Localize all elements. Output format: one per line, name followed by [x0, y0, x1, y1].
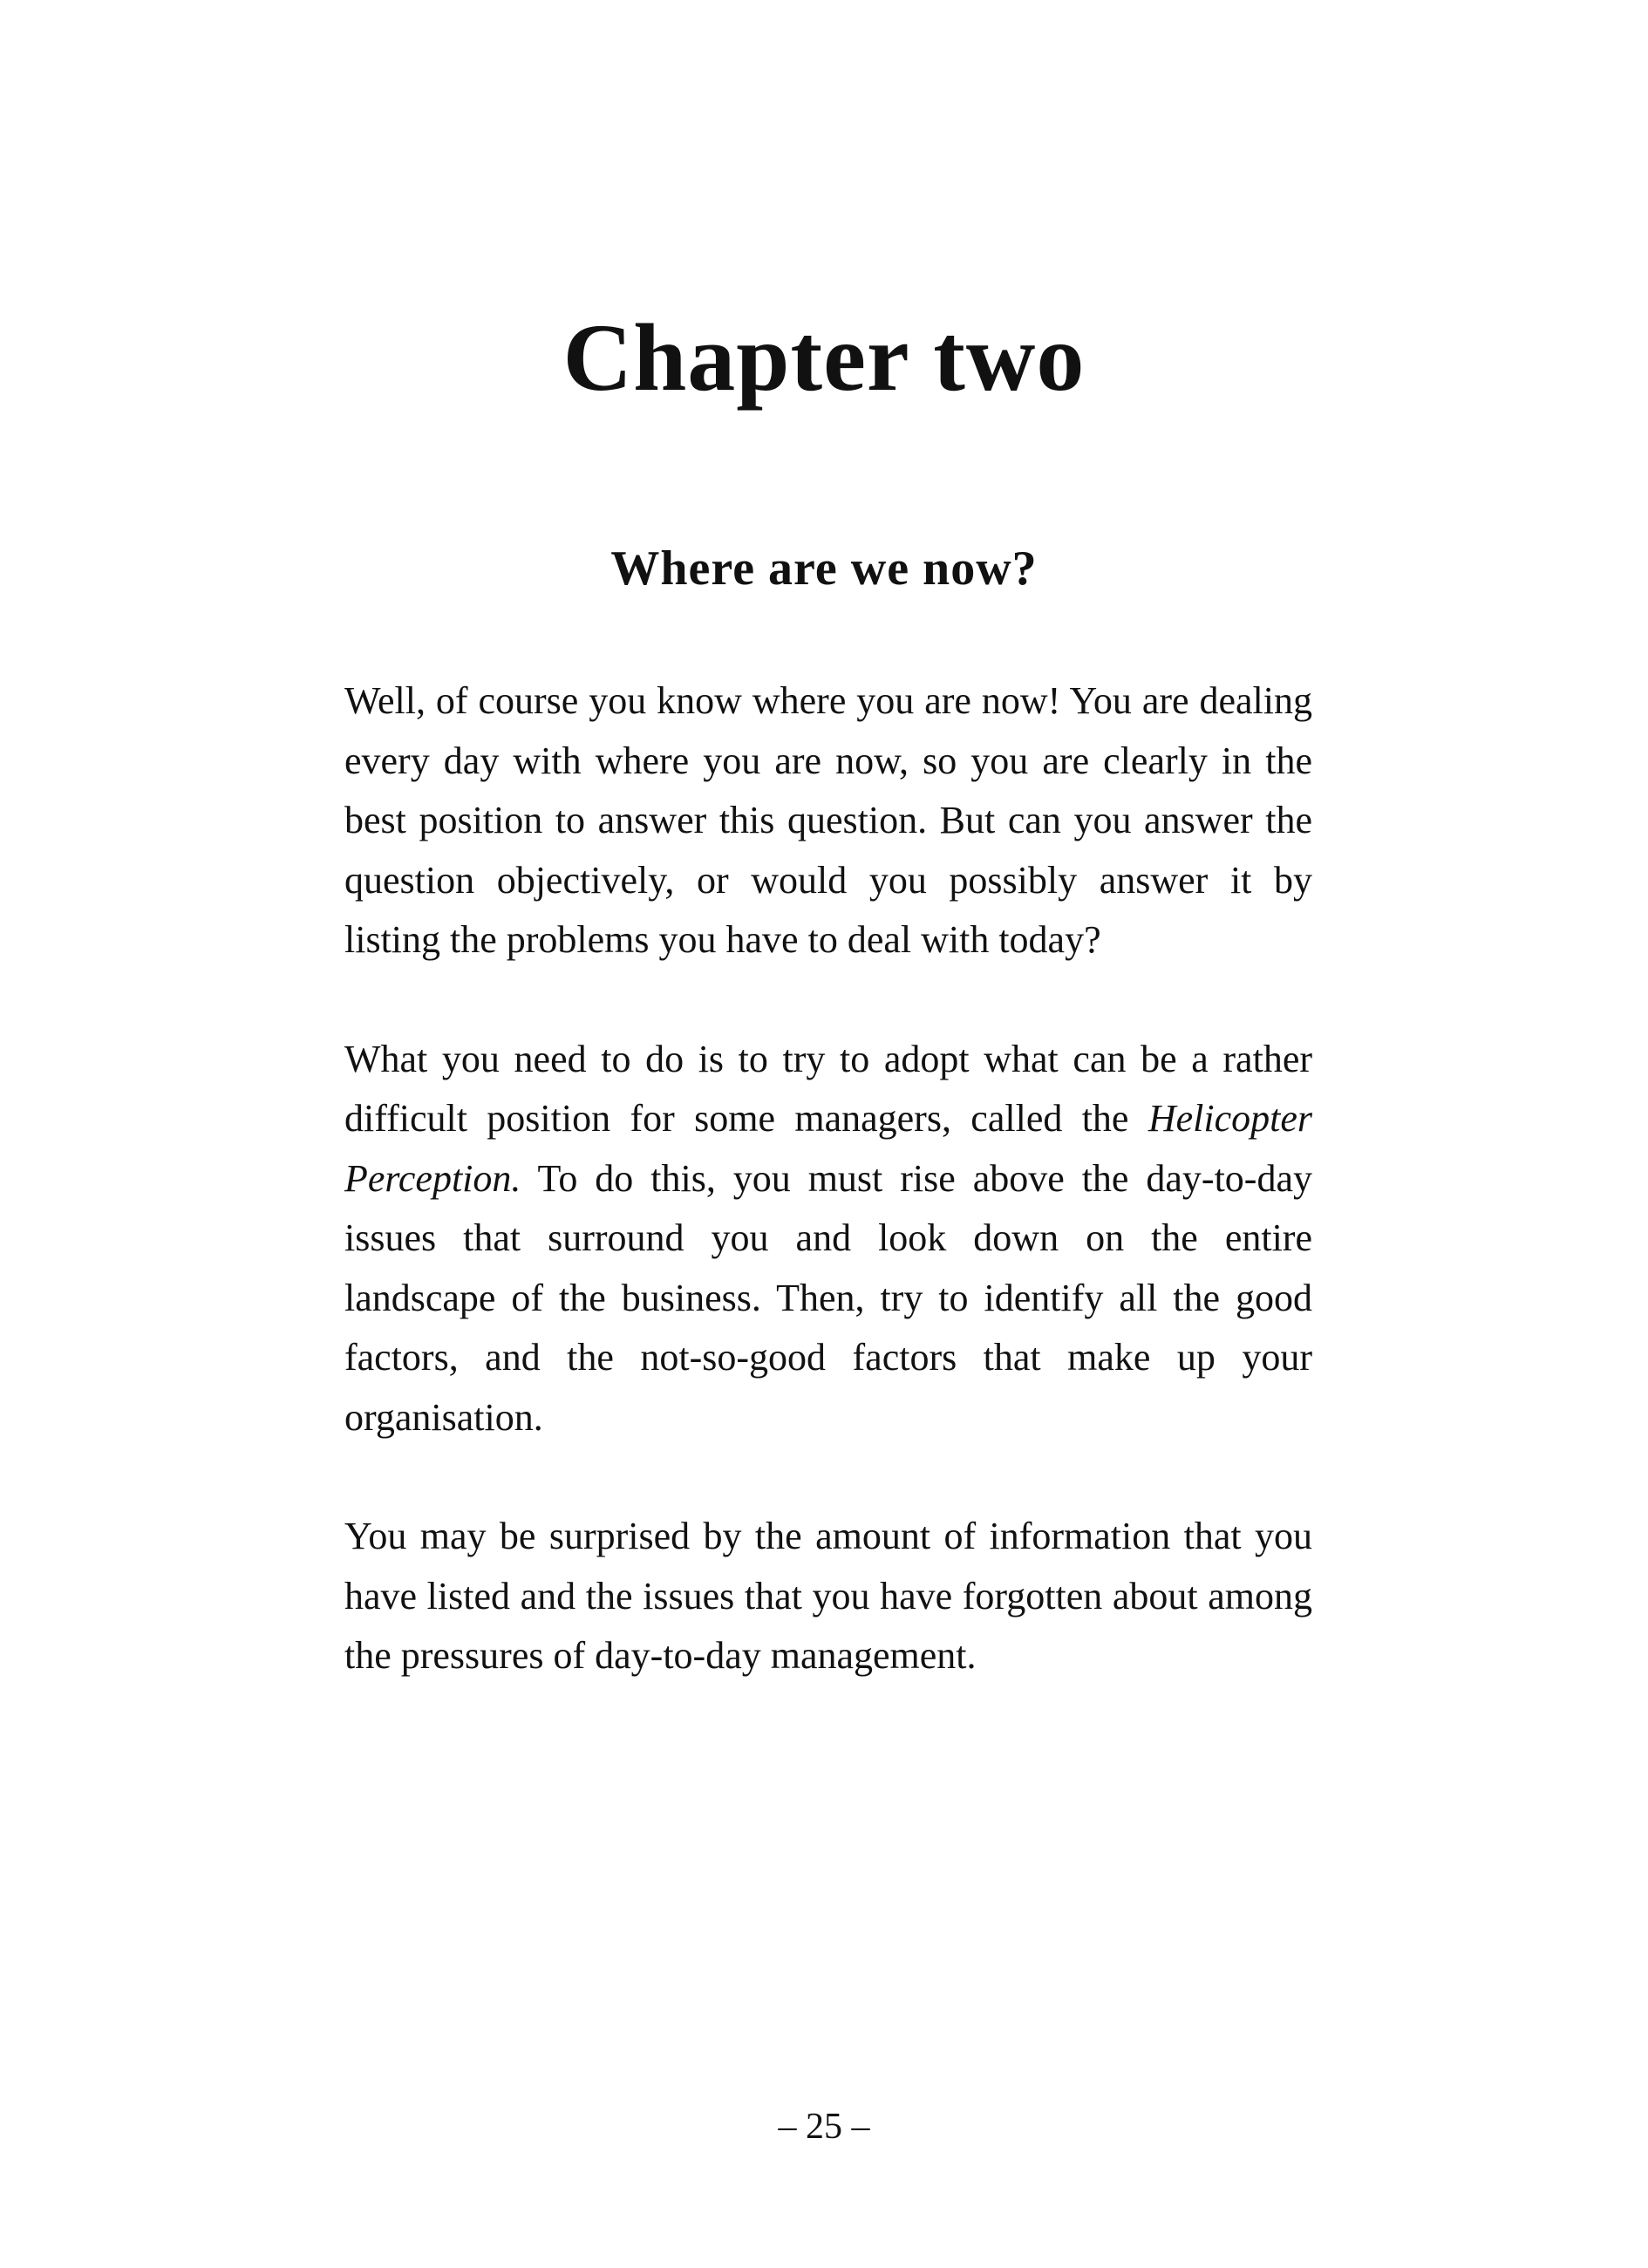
paragraph-2-text-b: To do this, you must rise above the day-to-day issues that surround you and look down on the entire landscape of the business. Then, try to identify all the good factors, and the not-so-good factors that make up your organisation.: [344, 1156, 1312, 1439]
paragraph-2-text-a: What you need to do is to try to adopt what can be a rather difficult position for some managers, called the: [344, 1037, 1312, 1140]
paragraph-2: [344, 1030, 1312, 1448]
body-text: [344, 671, 1312, 1746]
helicopter-perception-term: Helicopter Perception.: [344, 1097, 1312, 1200]
paragraph-3: You may be surprised by the amount of information that you have listed and the issues that you have forgotten about among the pressures of day-to-day management.: [344, 1515, 1312, 1677]
paragraph-1: Well, of course you know where you are now! You are dealing every day with where you are now, so you are clearly in the best position to answer this question. But can you answer the question objectively, or would you possibly answer it by listing the problems you have to deal with today?: [344, 679, 1312, 961]
page-number: – 25 –: [778, 2107, 870, 2147]
chapter-title: Chapter two: [562, 304, 1086, 411]
section-title: Where are we now?: [610, 541, 1038, 596]
